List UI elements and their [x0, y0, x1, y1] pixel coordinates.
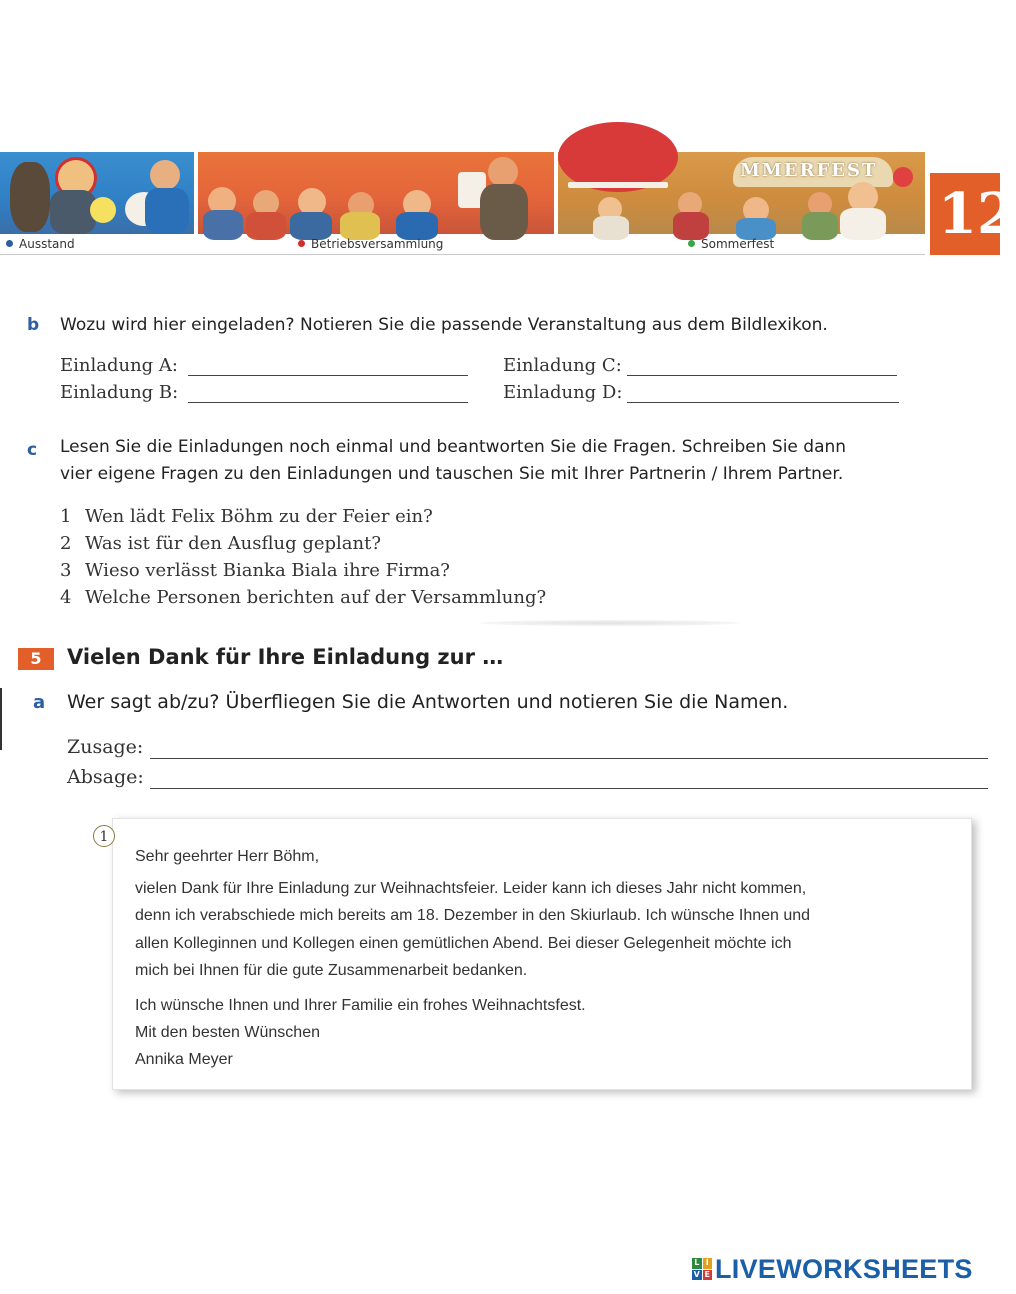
letter-closing-line: Mit den besten Wünschen	[135, 1024, 320, 1041]
banner-captions	[0, 234, 925, 255]
caption-ausstand: Ausstand	[6, 237, 75, 251]
betriebsversammlung-illustration	[198, 152, 554, 234]
list-item: 4 Welche Personen berichten auf der Versammlung?	[60, 587, 547, 608]
picture-lexicon-banner	[0, 152, 925, 234]
task-b-instruction: Wozu wird hier eingeladen? Notieren Sie die passende Veranstaltung aus dem Bildlexikon.	[60, 315, 828, 335]
task-c-instruction-line2: vier eigene Fragen zu den Einladungen und tauschen Sie mit Ihrer Partnerin / Ihrem Partner.	[60, 464, 844, 484]
absage-label: Absage:	[67, 766, 144, 788]
blue-dot-icon	[6, 240, 13, 247]
letter-closing-line: Ich wünsche Ihnen und Ihrer Familie ein frohes Weihnachtsfest.	[135, 997, 586, 1014]
letter-salutation: Sehr geehrter Herr Böhm,	[135, 848, 320, 865]
letter-body-line: denn ich verabschiede mich bereits am 18. Dezember in den Skiurlaub. Ich wünsche Ihnen und	[135, 907, 811, 924]
caption-betriebsversammlung: Betriebsversammlung	[298, 237, 443, 251]
letter-body-line: vielen Dank für Ihre Einladung zur Weihnachtsfeier. Leider kann ich dieses Jahr nicht kommen,	[135, 880, 807, 897]
liveworksheets-logo-icon: L I V E	[692, 1258, 712, 1280]
sommerfest-sign: MMERFEST	[740, 160, 878, 181]
absage-answer-line[interactable]	[150, 788, 988, 789]
einladung-c-label: Einladung C:	[503, 355, 622, 376]
caption-sommerfest: Sommerfest	[688, 237, 774, 251]
einladung-a-label: Einladung A:	[60, 355, 178, 376]
letter-body-line: mich bei Ihnen für die gute Zusammenarbeit bedanken.	[135, 962, 528, 979]
einladung-d-answer-line[interactable]	[627, 402, 899, 403]
task-a-instruction: Wer sagt ab/zu? Überfliegen Sie die Antworten und notieren Sie die Namen.	[67, 691, 789, 713]
letter-number-badge: 1	[93, 825, 115, 847]
section-title: Vielen Dank für Ihre Einladung zur …	[67, 645, 504, 669]
zusage-answer-line[interactable]	[150, 758, 988, 759]
red-dot-icon	[298, 240, 305, 247]
einladung-b-label: Einladung B:	[60, 382, 179, 403]
zusage-label: Zusage:	[67, 736, 144, 758]
ausstand-illustration	[0, 152, 194, 234]
liveworksheets-logo[interactable]	[692, 1253, 973, 1285]
margin-mark	[0, 688, 2, 750]
task-b-letter: b	[27, 315, 40, 335]
chapter-number: 12	[930, 173, 1000, 255]
list-item: 2 Was ist für den Ausflug geplant?	[60, 533, 381, 554]
list-item: 1 Wen lädt Felix Böhm zu der Feier ein?	[60, 506, 433, 527]
task-a-letter: a	[33, 692, 46, 713]
divider-shadow	[480, 620, 740, 626]
task-c-instruction-line1: Lesen Sie die Einladungen noch einmal und beantworten Sie die Fragen. Schreiben Sie dann	[60, 437, 847, 457]
list-item: 3 Wieso verlässt Bianka Biala ihre Firma?	[60, 560, 450, 581]
question-list	[60, 503, 546, 611]
sommerfest-illustration	[558, 152, 925, 234]
brand-name: LIVEWORKSHEETS	[715, 1253, 973, 1284]
einladung-a-answer-line[interactable]	[188, 375, 468, 376]
green-dot-icon	[688, 240, 695, 247]
einladung-d-label: Einladung D:	[503, 382, 623, 403]
task-c-letter: c	[27, 440, 38, 460]
section-number-badge: 5	[18, 648, 54, 670]
einladung-c-answer-line[interactable]	[627, 375, 897, 376]
letter-body-line: allen Kolleginnen und Kollegen einen gemütlichen Abend. Bei dieser Gelegenheit möchte ich	[135, 935, 792, 952]
einladung-b-answer-line[interactable]	[188, 402, 468, 403]
letter-signature: Annika Meyer	[135, 1051, 233, 1068]
